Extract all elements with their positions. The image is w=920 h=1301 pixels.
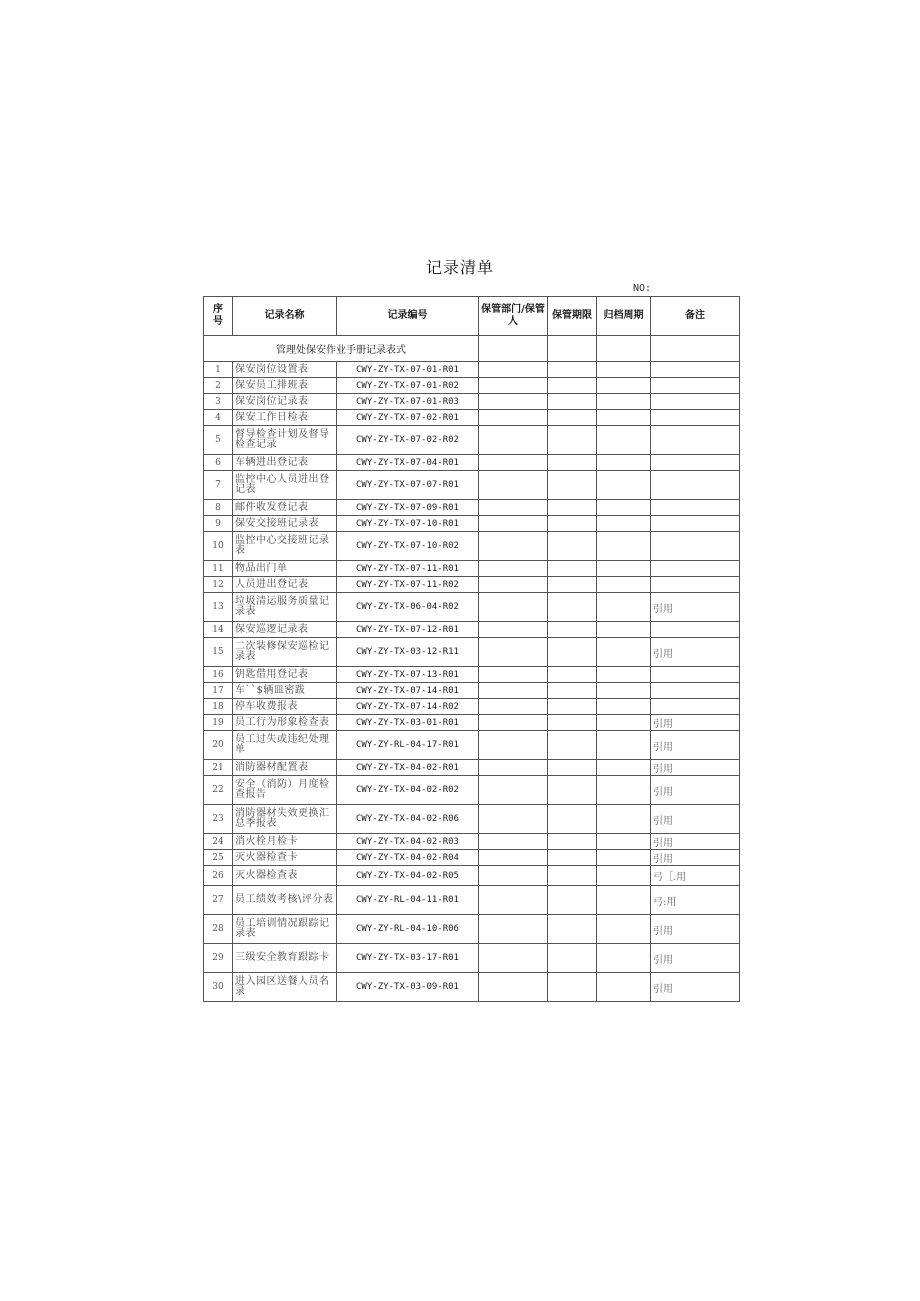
row-number: 12: [204, 577, 233, 593]
record-code: CWY-ZY-TX-04-02-R01: [337, 760, 479, 776]
archive-cell: [597, 731, 651, 760]
custodian-cell: [479, 731, 548, 760]
retention-cell: [548, 455, 597, 471]
table-row: [204, 410, 740, 426]
custodian-cell: [479, 638, 548, 667]
table-row: [204, 378, 740, 394]
table-row: [204, 577, 740, 593]
custodian-cell: [479, 866, 548, 886]
record-code: CWY-ZY-TX-07-09-R01: [337, 500, 479, 516]
archive-cell: [597, 760, 651, 776]
remark-cell: [651, 622, 740, 638]
remark-cell: 引用: [651, 805, 740, 834]
row-number: 17: [204, 683, 233, 699]
row-number: 24: [204, 834, 233, 850]
row-number: 11: [204, 561, 233, 577]
row-number: 6: [204, 455, 233, 471]
row-number: 13: [204, 593, 233, 622]
custodian-cell: [479, 622, 548, 638]
archive-cell: [597, 699, 651, 715]
row-number: 7: [204, 471, 233, 500]
row-number: 1: [204, 362, 233, 378]
section-cell: [479, 336, 548, 362]
remark-cell: 引用: [651, 915, 740, 944]
remark-cell: 引用: [651, 760, 740, 776]
retention-cell: [548, 577, 597, 593]
record-name: 消防器材失效更换汇总季报表: [233, 805, 337, 834]
retention-cell: [548, 973, 597, 1002]
custodian-cell: [479, 561, 548, 577]
table-row: [204, 455, 740, 471]
record-name: 员工绩效考核\评分表: [233, 886, 337, 915]
custodian-cell: [479, 699, 548, 715]
record-name: 进入园区送餐人员名录: [233, 973, 337, 1002]
record-name: 二次装修保安巡检记录表: [233, 638, 337, 667]
custodian-cell: [479, 378, 548, 394]
custodian-cell: [479, 944, 548, 973]
section-cell: [651, 336, 740, 362]
retention-cell: [548, 378, 597, 394]
row-number: 9: [204, 516, 233, 532]
record-name: 员工过失或违纪处理单: [233, 731, 337, 760]
archive-cell: [597, 622, 651, 638]
section-row: [204, 336, 740, 362]
remark-cell: 引用: [651, 850, 740, 866]
row-number: 27: [204, 886, 233, 915]
record-code: CWY-ZY-TX-03-01-R01: [337, 715, 479, 731]
table-row: [204, 561, 740, 577]
record-code: CWY-ZY-TX-07-13-R01: [337, 667, 479, 683]
row-number: 22: [204, 776, 233, 805]
record-code: CWY-ZY-TX-03-12-R11: [337, 638, 479, 667]
record-name: 灭火器检查卡: [233, 850, 337, 866]
remark-cell: [651, 577, 740, 593]
archive-cell: [597, 410, 651, 426]
section-title: 管理处保安作业手册记录表式: [204, 336, 479, 362]
row-number: 3: [204, 394, 233, 410]
record-code: CWY-ZY-TX-06-04-R02: [337, 593, 479, 622]
retention-cell: [548, 850, 597, 866]
header-remarks: 备注: [651, 297, 740, 336]
record-code: CWY-ZY-TX-07-11-R02: [337, 577, 479, 593]
remark-cell: [651, 362, 740, 378]
retention-cell: [548, 638, 597, 667]
table-row: [204, 667, 740, 683]
custodian-cell: [479, 683, 548, 699]
table-row: [204, 731, 740, 760]
row-number: 19: [204, 715, 233, 731]
archive-cell: [597, 577, 651, 593]
retention-cell: [548, 500, 597, 516]
header-custodian: 保管部门/保管人: [479, 297, 548, 336]
custodian-cell: [479, 834, 548, 850]
remark-cell: [651, 378, 740, 394]
table-row: [204, 362, 740, 378]
archive-cell: [597, 915, 651, 944]
record-code: CWY-ZY-TX-07-10-R01: [337, 516, 479, 532]
retention-cell: [548, 394, 597, 410]
custodian-cell: [479, 394, 548, 410]
remark-cell: [651, 683, 740, 699]
archive-cell: [597, 667, 651, 683]
row-number: 26: [204, 866, 233, 886]
row-number: 28: [204, 915, 233, 944]
record-code: CWY-ZY-TX-04-02-R02: [337, 776, 479, 805]
record-code: CWY-ZY-TX-03-17-R01: [337, 944, 479, 973]
record-code: CWY-ZY-TX-04-02-R04: [337, 850, 479, 866]
remark-cell: 引用: [651, 776, 740, 805]
header-archive: 归档周期: [597, 297, 651, 336]
retention-cell: [548, 683, 597, 699]
retention-cell: [548, 561, 597, 577]
row-number: 18: [204, 699, 233, 715]
retention-cell: [548, 410, 597, 426]
record-name: 停车收费报表: [233, 699, 337, 715]
row-number: 2: [204, 378, 233, 394]
header-code: 记录编号: [337, 297, 479, 336]
custodian-cell: [479, 426, 548, 455]
record-code: CWY-ZY-TX-07-12-R01: [337, 622, 479, 638]
record-name: 保安工作日检表: [233, 410, 337, 426]
table-header-row: [204, 297, 740, 336]
archive-cell: [597, 776, 651, 805]
remark-cell: [651, 699, 740, 715]
record-code: CWY-ZY-TX-04-02-R06: [337, 805, 479, 834]
row-number: 15: [204, 638, 233, 667]
custodian-cell: [479, 577, 548, 593]
table-row: [204, 850, 740, 866]
record-name: 保安员工排班表: [233, 378, 337, 394]
record-code: CWY-ZY-TX-07-10-R02: [337, 532, 479, 561]
archive-cell: [597, 378, 651, 394]
record-code: CWY-ZY-TX-07-14-R02: [337, 699, 479, 715]
retention-cell: [548, 731, 597, 760]
row-number: 20: [204, 731, 233, 760]
retention-cell: [548, 776, 597, 805]
remark-cell: 引用: [651, 944, 740, 973]
table-row: [204, 805, 740, 834]
table-row: [204, 760, 740, 776]
remark-cell: 引用: [651, 834, 740, 850]
table-row: [204, 622, 740, 638]
record-code: CWY-ZY-TX-07-14-R01: [337, 683, 479, 699]
document-number-label: NO:: [633, 283, 652, 294]
retention-cell: [548, 805, 597, 834]
archive-cell: [597, 516, 651, 532]
remark-cell: [651, 471, 740, 500]
record-code: CWY-ZY-TX-04-02-R03: [337, 834, 479, 850]
table-row: [204, 944, 740, 973]
record-name: 人员进出登记表: [233, 577, 337, 593]
archive-cell: [597, 394, 651, 410]
record-name: 灭火器检查表: [233, 866, 337, 886]
table-row: [204, 516, 740, 532]
table-row: [204, 638, 740, 667]
custodian-cell: [479, 516, 548, 532]
remark-cell: [651, 500, 740, 516]
remark-cell: [651, 516, 740, 532]
retention-cell: [548, 667, 597, 683]
row-number: 4: [204, 410, 233, 426]
table-row: [204, 500, 740, 516]
record-code: CWY-ZY-TX-07-02-R02: [337, 426, 479, 455]
archive-cell: [597, 683, 651, 699]
archive-cell: [597, 561, 651, 577]
record-name: 督导检查计划及督导检查记录: [233, 426, 337, 455]
remark-cell: 引用: [651, 715, 740, 731]
record-name: 钥匙借用登记表: [233, 667, 337, 683]
table-row: [204, 394, 740, 410]
record-code: CWY-ZY-TX-07-04-R01: [337, 455, 479, 471]
record-code: CWY-ZY-TX-07-01-R02: [337, 378, 479, 394]
custodian-cell: [479, 667, 548, 683]
table-row: [204, 866, 740, 886]
table-row: [204, 715, 740, 731]
record-code: CWY-ZY-RL-04-11-R01: [337, 886, 479, 915]
remark-cell: [651, 561, 740, 577]
records-table: [203, 296, 740, 1002]
custodian-cell: [479, 915, 548, 944]
archive-cell: [597, 500, 651, 516]
record-name: 三级安全教育跟踪卡: [233, 944, 337, 973]
custodian-cell: [479, 850, 548, 866]
archive-cell: [597, 715, 651, 731]
archive-cell: [597, 471, 651, 500]
remark-cell: [651, 532, 740, 561]
remark-cell: [651, 410, 740, 426]
record-name: 保安交接班记录表: [233, 516, 337, 532]
remark-cell: [651, 455, 740, 471]
remark-cell: 引用: [651, 593, 740, 622]
archive-cell: [597, 593, 651, 622]
archive-cell: [597, 850, 651, 866]
record-code: CWY-ZY-TX-03-09-R01: [337, 973, 479, 1002]
custodian-cell: [479, 973, 548, 1002]
table-row: [204, 683, 740, 699]
row-number: 14: [204, 622, 233, 638]
table-row: [204, 973, 740, 1002]
custodian-cell: [479, 362, 548, 378]
record-name: 保安岗位记录表: [233, 394, 337, 410]
table-row: [204, 699, 740, 715]
retention-cell: [548, 426, 597, 455]
remark-cell: [651, 667, 740, 683]
archive-cell: [597, 834, 651, 850]
remark-cell: 引用: [651, 731, 740, 760]
section-cell: [548, 336, 597, 362]
table-row: [204, 593, 740, 622]
record-code: CWY-ZY-TX-07-01-R03: [337, 394, 479, 410]
record-code: CWY-ZY-TX-07-07-R01: [337, 471, 479, 500]
archive-cell: [597, 805, 651, 834]
record-name: 保安巡逻记录表: [233, 622, 337, 638]
record-name: 员工培训情况跟踪记录表: [233, 915, 337, 944]
custodian-cell: [479, 471, 548, 500]
table-row: [204, 471, 740, 500]
table-row: [204, 886, 740, 915]
retention-cell: [548, 834, 597, 850]
header-name: 记录名称: [233, 297, 337, 336]
table-row: [204, 834, 740, 850]
retention-cell: [548, 699, 597, 715]
retention-cell: [548, 760, 597, 776]
remark-cell: 引用: [651, 638, 740, 667]
custodian-cell: [479, 776, 548, 805]
retention-cell: [548, 944, 597, 973]
record-code: CWY-ZY-RL-04-10-R06: [337, 915, 479, 944]
record-code: CWY-ZY-TX-07-11-R01: [337, 561, 479, 577]
retention-cell: [548, 362, 597, 378]
archive-cell: [597, 638, 651, 667]
record-name: 监控中心人员进出登记表: [233, 471, 337, 500]
record-name: 监控中心交接班记录表: [233, 532, 337, 561]
row-number: 10: [204, 532, 233, 561]
record-name: 消火栓月检卡: [233, 834, 337, 850]
row-number: 16: [204, 667, 233, 683]
row-number: 25: [204, 850, 233, 866]
custodian-cell: [479, 715, 548, 731]
record-name: 物品出门单: [233, 561, 337, 577]
row-number: 21: [204, 760, 233, 776]
record-code: CWY-ZY-RL-04-17-R01: [337, 731, 479, 760]
archive-cell: [597, 532, 651, 561]
record-code: CWY-ZY-TX-07-01-R01: [337, 362, 479, 378]
retention-cell: [548, 622, 597, 638]
archive-cell: [597, 362, 651, 378]
remark-cell: 弓:用: [651, 886, 740, 915]
table-row: [204, 426, 740, 455]
record-name: 保安岗位设置表: [233, 362, 337, 378]
retention-cell: [548, 471, 597, 500]
row-number: 5: [204, 426, 233, 455]
record-name: 消防器材配置表: [233, 760, 337, 776]
retention-cell: [548, 915, 597, 944]
custodian-cell: [479, 760, 548, 776]
archive-cell: [597, 866, 651, 886]
retention-cell: [548, 593, 597, 622]
record-name: 员工行为形象检查表: [233, 715, 337, 731]
page-title: 记录清单: [425, 258, 494, 277]
custodian-cell: [479, 455, 548, 471]
retention-cell: [548, 886, 597, 915]
record-name: 车``$辆皿密跋: [233, 683, 337, 699]
row-number: 8: [204, 500, 233, 516]
header-retention: 保管期限: [548, 297, 597, 336]
row-number: 23: [204, 805, 233, 834]
record-name: 车辆进出登记表: [233, 455, 337, 471]
record-name: 垃圾清运服务质量记录表: [233, 593, 337, 622]
remark-cell: [651, 426, 740, 455]
remark-cell: 引用: [651, 973, 740, 1002]
table-row: [204, 776, 740, 805]
archive-cell: [597, 455, 651, 471]
table-row: [204, 532, 740, 561]
custodian-cell: [479, 532, 548, 561]
record-name: 邮件收发登记表: [233, 500, 337, 516]
archive-cell: [597, 426, 651, 455]
archive-cell: [597, 886, 651, 915]
custodian-cell: [479, 805, 548, 834]
custodian-cell: [479, 500, 548, 516]
table-row: [204, 915, 740, 944]
header-seq: 序号: [204, 297, 233, 336]
remark-cell: [651, 394, 740, 410]
remark-cell: 弓［.用: [651, 866, 740, 886]
record-name: 安全（消防）月度检查报告: [233, 776, 337, 805]
retention-cell: [548, 532, 597, 561]
row-number: 30: [204, 973, 233, 1002]
archive-cell: [597, 973, 651, 1002]
row-number: 29: [204, 944, 233, 973]
retention-cell: [548, 516, 597, 532]
custodian-cell: [479, 593, 548, 622]
custodian-cell: [479, 410, 548, 426]
record-code: CWY-ZY-TX-04-02-R05: [337, 866, 479, 886]
retention-cell: [548, 866, 597, 886]
record-code: CWY-ZY-TX-07-02-R01: [337, 410, 479, 426]
section-cell: [597, 336, 651, 362]
archive-cell: [597, 944, 651, 973]
custodian-cell: [479, 886, 548, 915]
retention-cell: [548, 715, 597, 731]
